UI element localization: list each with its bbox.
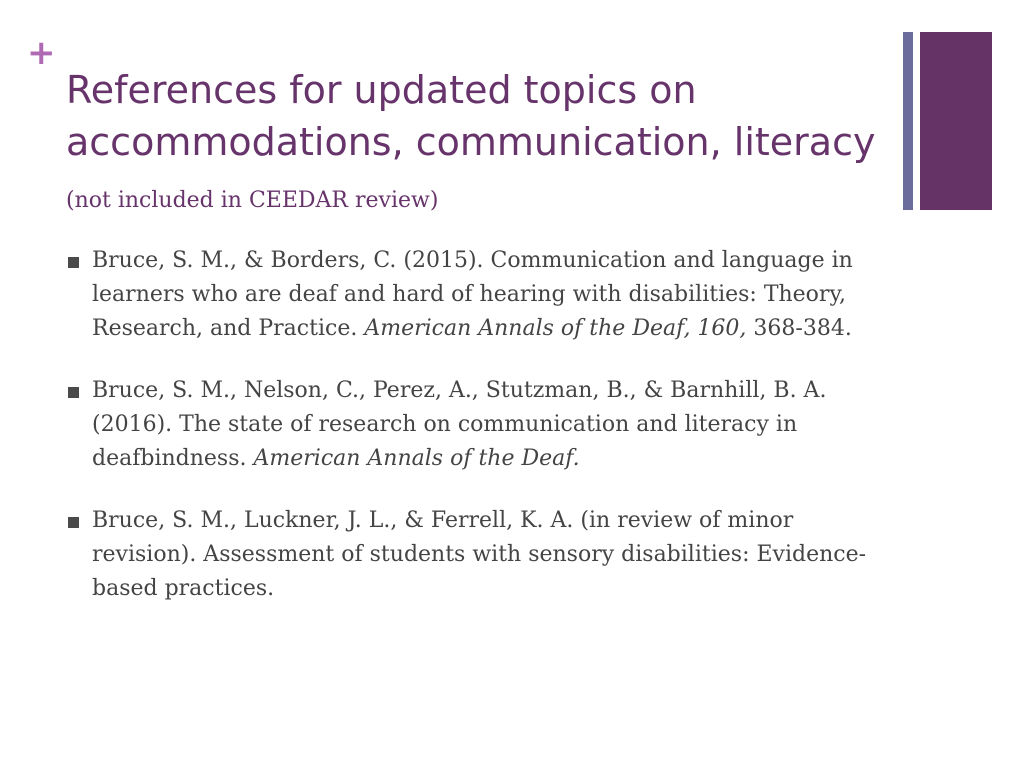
reference-pages: 368-384. [746, 316, 852, 341]
reference-text: Bruce, S. M., Nelson, C., Perez, A., Stutzman, B., & Barnhill, B. A. (2016). The state of research on communication and literacy in deafbindness. [92, 378, 827, 471]
reference-journal: American Annals of the Deaf. [253, 446, 580, 471]
reference-text: Bruce, S. M., Luckner, J. L., & Ferrell, K. A. (in review of minor revision). Assessment of students with sensory disabilities: Evidence-based practices. [92, 508, 867, 601]
reference-item [66, 244, 896, 346]
decorative-bar-thick [920, 32, 992, 210]
reference-journal: American Annals of the Deaf, 160, [364, 316, 747, 341]
slide-title-note: (not included in CEEDAR review) [66, 188, 439, 213]
reference-text: Bruce, S. M., & Borders, C. (2015). Communication and language in learners who are deaf and hard of hearing with disabilities: Theory, Research, and Practice. [92, 248, 853, 341]
square-bullet-icon [68, 257, 79, 268]
reference-item [66, 374, 896, 476]
decorative-bar-thin [903, 32, 913, 210]
square-bullet-icon [68, 387, 79, 398]
reference-list [66, 244, 896, 634]
reference-item [66, 504, 896, 606]
slide-title [66, 64, 886, 227]
square-bullet-icon [68, 517, 79, 528]
plus-icon: + [27, 33, 56, 73]
slide-title-text: References for updated topics on accommodations, communication, literacy [66, 68, 876, 164]
